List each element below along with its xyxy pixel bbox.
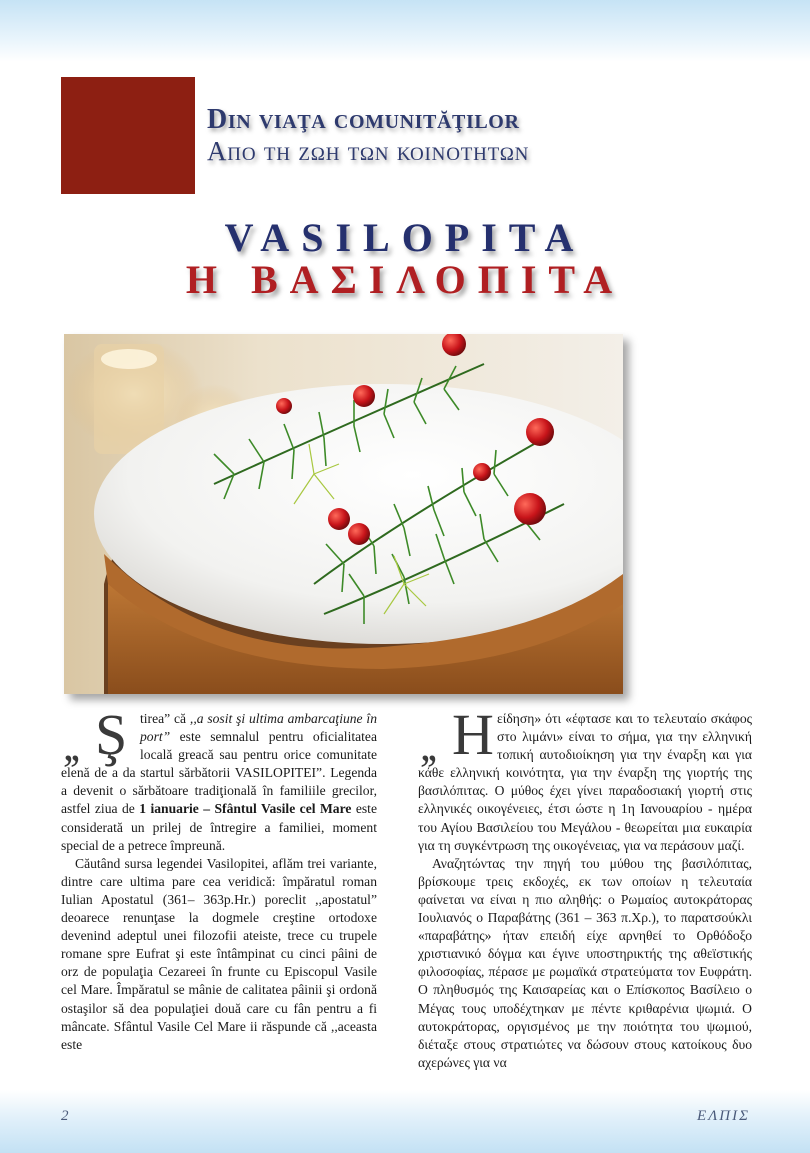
top-gradient-band <box>0 0 810 62</box>
page-number: 2 <box>61 1108 69 1124</box>
article-column-greek <box>418 702 752 1072</box>
drop-cap <box>61 702 138 770</box>
section-heading <box>207 104 647 166</box>
drop-cap <box>418 702 495 770</box>
text-run: este semnalul pentru oficialitatea locală greacă sau pentru orice comunitate elenă de a da startul sărbătorii VASILOPITEI”. Legenda a devenit o sărbătoare tradiţională în familiile grecilor, astfel ziua de <box>61 729 377 817</box>
drop-cap-quote: ,, <box>420 721 434 770</box>
italic-quote: ,,a sosit şi ultima ambarcaţiune în port” <box>140 711 378 745</box>
vasilopita-cake-photo <box>64 334 623 694</box>
paragraph: Căutând sursa legendei Vasilopitei, aflăm trei variante, dintre care ultima pare cea veridică: împăratul roman Iulian Apostatul (361– 363p.Hr.) poreclit ,,apostatul” deoarece renunţase la dogmele creştine ortodoxe devenind adeptul unei filozofii ateiste, trece cu trupele romane spre Eufrat şi este întâmpinat cu cinci pâini de orz de populaţia Cezareei în frunte cu Episcopul Vasile cel Mare. Împăratul se mânie de calitatea pâinii şi ordonă ostaşilor să dea populaţiei două care cu fân pentru a fi mâncate. Sfântul Vasile Cel Mare ii răspunde că ,,aceasta este <box>61 855 377 1052</box>
section-title-gr: Απο τη ζωη των κοινοτητων <box>207 136 530 166</box>
text-run: este considerată un prilej de întregire a familiei, moment special de a petrece împreună. <box>61 801 377 853</box>
article-title-gr: Η ΒΑΣΙΛΟΠΙΤΑ <box>185 257 625 302</box>
bottom-gradient-band <box>0 1090 810 1153</box>
magazine-name: ΕΛΠΙΣ <box>697 1108 750 1124</box>
section-title-ro: Din viaţa comunităţilor <box>207 104 520 135</box>
text-run: tirea” că <box>140 711 190 726</box>
paragraph: Αναζητώντας την πηγή του μύθου της βασιλόπιτας, βρίσκουμε τρεις εκδοχές, εκ των οποίων η τελευταία φαίνεται να είναι η πιο αληθής: ο Ρωμαίος αυτοκράτορας Ιουλιανός ο Παραβάτης (361 – 363 π.Χρ.), το παρατσούκλι «παραβάτης» ήταν επειδή είχε αρνηθεί το Ορθόδοξο χριστιανικό δόγμα και έγινε υποστηρικτής της αθεϊστικής φιλοσοφίας, πέρασε με ρωμαϊκά στρατεύματα τον Ευφράτη. Ο πληθυσμός της Καισαρείας και ο Επίσκοπος Βασίλειο ο Μέγας τους υποδέχτηκαν με πέντε κριθαρένια ψωμιά. Ο αυτοκράτορας, οργισμένος με την ποιότητα του ψωμιού, διέταξε στους στρατιώτες να δώσουν στους κατοίκους δυο αχερώνες για να <box>418 855 752 1070</box>
article-column-romanian <box>61 702 378 1054</box>
drop-cap-quote: ,, <box>63 721 77 770</box>
article-title-ro: VASILOPITA <box>224 215 586 260</box>
bold-date: 1 ianuarie – Sfântul Vasile cel Mare <box>139 801 352 817</box>
paragraph: είδηση» ότι «έφτασε και το τελευταίο σκάφος στο λιμάνι» είναι το σήμα, για την ελληνική τοπική αυτοδιοίκηση για την έναρξη και για κάθε ελληνική κοινότητα, για την έναρξη της γιορτής της βασιλόπιτας. Ο μύθος έχει γίνει παραδοσιακή γιορτή στις ελληνικές οικογένειες, έτσι ώστε η 1η Ιανουαρίου - ημέρα του Αγίου Βασιλείου του Μεγάλου - θεωρείται μια ευκαιρία για τη συγκέντρωση της οικογένειας, για να περάσουν μαζί. <box>418 711 752 853</box>
drop-cap-letter: Ş <box>95 702 128 767</box>
section-color-block <box>61 77 195 194</box>
drop-cap-letter: Η <box>452 702 494 767</box>
